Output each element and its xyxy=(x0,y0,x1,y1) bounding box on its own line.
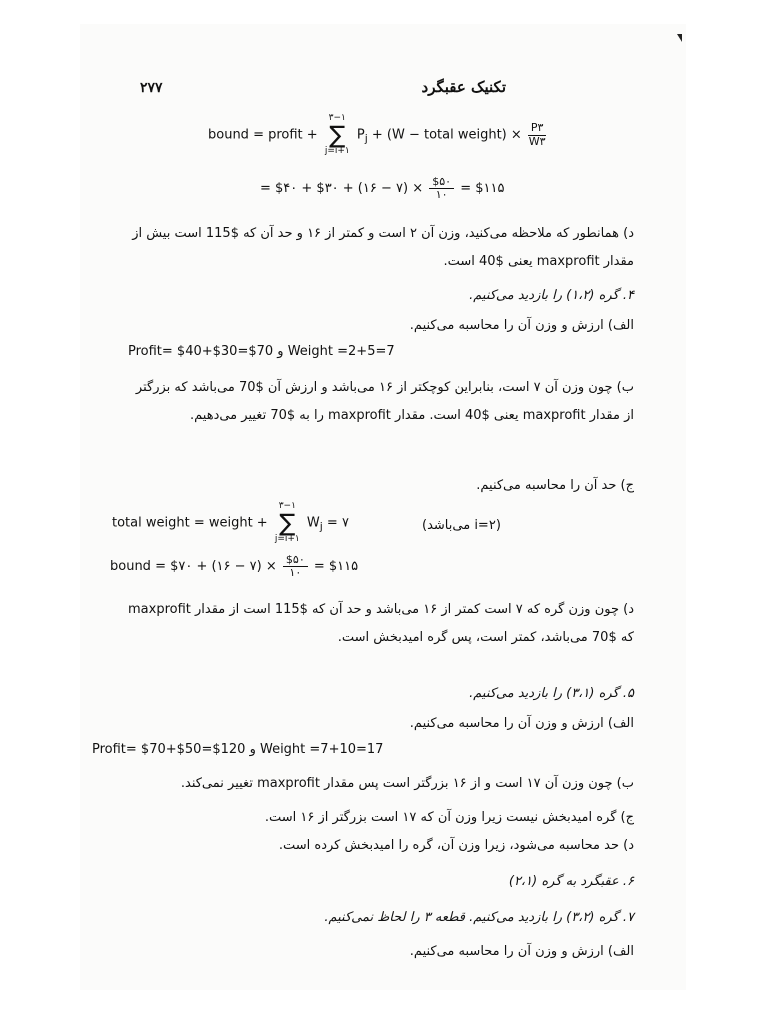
page-number: ۲۷۷ xyxy=(140,80,163,96)
sum-term: W xyxy=(306,515,320,531)
fraction-numerator: $۵۰ xyxy=(429,176,454,189)
step-item-6: ۶. عقبگرد به گره (۲،۱) xyxy=(508,874,634,889)
formula-tail: = $۱۱۵ xyxy=(313,559,359,575)
page-header xyxy=(140,78,506,102)
paragraph-p8: الف) ارزش و وزن آن را محاسبه می‌کنیم. xyxy=(409,716,634,731)
total-weight-formula xyxy=(112,502,349,544)
page-corner-mark xyxy=(677,34,682,42)
step-item-5: ۵. گره (۳،۱) را بازدید می‌کنیم. xyxy=(469,686,634,701)
bound-value-formula xyxy=(260,176,504,201)
sum-upper: ۳−۱ xyxy=(278,501,296,511)
fraction-denominator: ۱۰ xyxy=(435,188,448,202)
paragraph-p1: د) همانطور که ملاحظه می‌کنید، وزن آن ۲ است و کمتر از ۱۶ و حد آن که $115 است بیش از مقدار maxprofit یعنی $40 است. xyxy=(132,226,634,269)
paragraph-p14: الف) ارزش و وزن آن را محاسبه می‌کنیم. xyxy=(409,944,634,959)
fraction xyxy=(429,176,454,201)
sum-symbol: ۳−۱ ∑ j=i+۱ xyxy=(324,113,350,156)
sum-lower: j=i+۱ xyxy=(274,534,300,544)
book-page xyxy=(80,24,686,990)
formula-lhs: total weight = weight + xyxy=(112,515,268,531)
fraction xyxy=(283,554,308,579)
paragraph-p5: ج) حد آن را محاسبه می‌کنیم. xyxy=(476,478,634,493)
fraction xyxy=(528,122,547,147)
sum-symbol: ۳−۱ ∑ j=i+۱ xyxy=(274,501,300,544)
sum-lower: j=i+۱ xyxy=(324,146,350,156)
formula-lhs: bound = profit + xyxy=(208,127,318,143)
fraction-denominator: W۳ xyxy=(528,134,546,148)
formula-tail: = $۱۱۵ xyxy=(460,181,505,197)
formula-lead: bound = $۷۰ + (۱۶ − ۷) × xyxy=(110,559,277,575)
sum-term: P xyxy=(356,127,365,143)
step-item-4: ۴. گره (۱،۲) را بازدید می‌کنیم. xyxy=(469,288,634,303)
fraction-numerator: $۵۰ xyxy=(283,554,308,567)
sum-upper: ۳−۱ xyxy=(328,113,346,123)
paragraph-p11: د) حد محاسبه می‌شود، زیرا وزن آن، گره را امیدبخش کرده است. xyxy=(278,838,634,853)
bound-general-formula xyxy=(208,114,548,156)
profit-weight-node-3-1: Profit= $70+$50=$120 و Weight =7+10=17 xyxy=(92,742,384,757)
sum-term-sub: j xyxy=(319,520,323,534)
paragraph-p6: د) چون وزن گره که ۷ است کمتر از ۱۶ می‌باشد و حد آن که $115 است از مقدار maxprofit که $70 می‌باشد، کمتر است، پس گره امیدبخش است. xyxy=(128,602,634,645)
bound-node-formula xyxy=(110,554,358,579)
formula-lead: = $۴۰ + $۳۰ + (۱۶ − ۷) × xyxy=(260,181,424,197)
i-note: (i=۲ می‌باشد) xyxy=(422,518,501,533)
formula-tail: = ۷ xyxy=(326,515,349,531)
paragraph-p3: الف) ارزش و وزن آن را محاسبه می‌کنیم. xyxy=(409,318,634,333)
fraction-denominator: ۱۰ xyxy=(289,566,302,580)
paragraph-p10: ج) گره امیدبخش نیست زیرا وزن آن که ۱۷ است بزرگتر از ۱۶ است. xyxy=(264,810,634,825)
paragraph-p4: ب) چون وزن آن ۷ است، بنابراین کوچکتر از ۱۶ می‌باشد و ارزش آن $70 می‌باشد که بزرگتر از مقدار maxprofit یعنی $40 است. مقدار maxprofit را به $70 تغییر می‌دهیم. xyxy=(135,380,634,423)
profit-weight-node-1-2: Profit= $40+$30=$70 و Weight =2+5=7 xyxy=(128,344,395,359)
sum-term-sub: j xyxy=(364,132,368,146)
paragraph-p9: ب) چون وزن آن ۱۷ است و از ۱۶ بزرگتر است پس مقدار maxprofit تغییر نمی‌کند. xyxy=(180,776,634,791)
formula-mid: + (W − total weight) × xyxy=(371,127,522,143)
chapter-title: تکنیک عقبگرد xyxy=(421,78,506,96)
step-item-7: ۷. گره (۳،۲) را بازدید می‌کنیم. قطعه ۳ را لحاظ نمی‌کنیم. xyxy=(324,910,634,925)
fraction-numerator: P۳ xyxy=(528,122,547,135)
